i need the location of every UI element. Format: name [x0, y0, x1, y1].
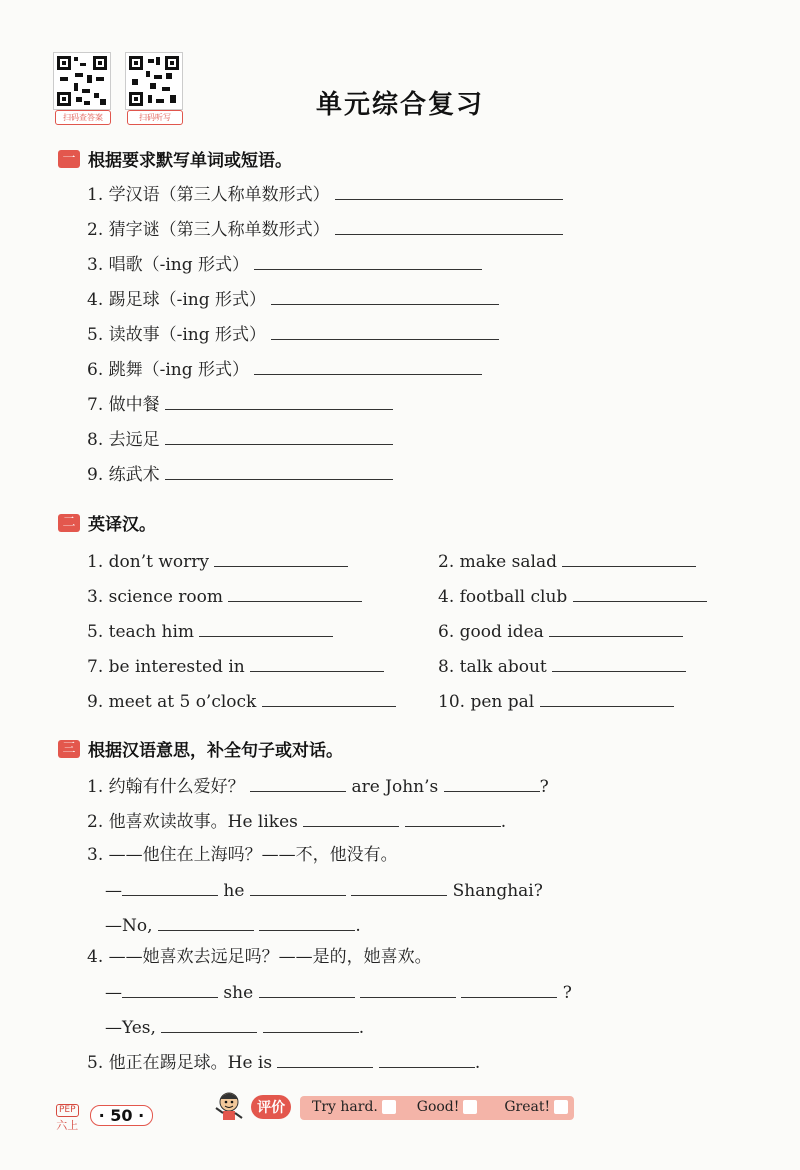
question-5: 5. 他正在踢足球。He is . [87, 1049, 480, 1075]
answer-blank[interactable] [303, 808, 399, 827]
answer-blank[interactable] [214, 548, 348, 567]
list-item: 6. 跳舞（-ing 形式） [87, 356, 482, 382]
answer-blank[interactable] [158, 912, 254, 931]
answer-blank[interactable] [573, 583, 707, 602]
list-item: 9. 练武术 [87, 461, 393, 487]
answer-blank[interactable] [335, 181, 563, 200]
option-label: Great! [504, 1099, 551, 1115]
question-4-line-1: — she ? [105, 979, 572, 1005]
answer-blank[interactable] [259, 912, 355, 931]
answer-blank[interactable] [228, 583, 362, 602]
answer-blank[interactable] [540, 688, 674, 707]
checkbox-great[interactable] [554, 1100, 568, 1114]
answer-blank[interactable] [379, 1049, 475, 1068]
question-3-line-1: — he Shanghai? [105, 877, 543, 903]
checkbox-good[interactable] [463, 1100, 477, 1114]
answer-blank[interactable] [271, 286, 499, 305]
page-number: · 50 · [90, 1105, 154, 1126]
answer-blank[interactable] [461, 979, 557, 998]
answer-blank[interactable] [122, 979, 218, 998]
list-item: 7. 做中餐 [87, 391, 393, 417]
answer-blank[interactable] [250, 653, 384, 672]
section-title: 根据要求默写单词或短语。 [88, 151, 292, 171]
question-1: 1. 约翰有什么爱好？ are John’s ? [87, 773, 549, 799]
question-3-line-2: —No, . [105, 912, 361, 938]
answer-blank[interactable] [161, 1014, 257, 1033]
list-item: 2. 猜字谜（第三人称单数形式） [87, 216, 563, 242]
cartoon-kid-icon [212, 1090, 246, 1124]
section-1-header [58, 146, 292, 171]
answer-blank[interactable] [199, 618, 333, 637]
answer-blank[interactable] [165, 426, 393, 445]
section-title: 英译汉。 [88, 515, 156, 535]
page-title: 单元综合复习 [315, 90, 484, 120]
answer-blank[interactable] [250, 773, 346, 792]
answer-blank[interactable] [552, 653, 686, 672]
answer-blank[interactable] [263, 1014, 359, 1033]
answer-blank[interactable] [351, 877, 447, 896]
answer-blank[interactable] [360, 979, 456, 998]
option-label: Try hard. [312, 1099, 378, 1115]
answer-blank[interactable] [335, 216, 563, 235]
answer-blank[interactable] [259, 979, 355, 998]
list-item: 8. 去远足 [87, 426, 393, 452]
list-item: 3. science room [87, 583, 362, 609]
qr-caption: 扫码查答案 [55, 110, 111, 125]
list-item: 7. be interested in [87, 653, 384, 679]
section-title: 根据汉语意思，补全句子或对话。 [88, 741, 343, 761]
pep-label: PEP [56, 1104, 79, 1117]
question-2: 2. 他喜欢读故事。He likes . [87, 808, 506, 834]
section-badge: 三 [58, 740, 80, 758]
list-item: 8. talk about [438, 653, 686, 679]
list-item: 1. don’t worry [87, 548, 348, 574]
answer-blank[interactable] [444, 773, 540, 792]
checkbox-try-hard[interactable] [382, 1100, 396, 1114]
section-badge: 二 [58, 514, 80, 532]
list-item: 9. meet at 5 o’clock [87, 688, 396, 714]
answer-blank[interactable] [254, 251, 482, 270]
list-item: 2. make salad [438, 548, 696, 574]
answer-blank[interactable] [250, 877, 346, 896]
answer-blank[interactable] [165, 461, 393, 480]
list-item: 10. pen pal [438, 688, 674, 714]
answer-blank[interactable] [165, 391, 393, 410]
question-4-prompt: 4. ——她喜欢去远足吗？——是的，她喜欢。 [87, 947, 432, 967]
evaluation-badge: 评价 [251, 1095, 291, 1119]
section-badge: 一 [58, 150, 80, 168]
list-item: 5. teach him [87, 618, 333, 644]
list-item: 6. good idea [438, 618, 683, 644]
evaluation-bar [300, 1096, 574, 1120]
answer-blank[interactable] [254, 356, 482, 375]
list-item: 5. 读故事（-ing 形式） [87, 321, 499, 347]
page-footer [56, 1097, 153, 1133]
section-2-header [58, 510, 156, 535]
section-3-header [58, 736, 343, 761]
list-item: 4. 踢足球（-ing 形式） [87, 286, 499, 312]
answer-blank[interactable] [271, 321, 499, 340]
answer-blank[interactable] [405, 808, 501, 827]
qr-caption: 扫码听写 [127, 110, 183, 125]
answer-blank[interactable] [562, 548, 696, 567]
answer-blank[interactable] [277, 1049, 373, 1068]
list-item: 3. 唱歌（-ing 形式） [87, 251, 482, 277]
grade-label: 六上 [56, 1119, 79, 1132]
list-item: 4. football club [438, 583, 707, 609]
answer-blank[interactable] [122, 877, 218, 896]
answer-blank[interactable] [262, 688, 396, 707]
answer-blank[interactable] [549, 618, 683, 637]
question-3-prompt: 3. ——他住在上海吗？——不，他没有。 [87, 845, 398, 865]
option-label: Good! [416, 1099, 460, 1115]
question-4-line-2: —Yes, . [105, 1014, 364, 1040]
list-item: 1. 学汉语（第三人称单数形式） [87, 181, 563, 207]
evaluation-label [212, 1090, 291, 1122]
